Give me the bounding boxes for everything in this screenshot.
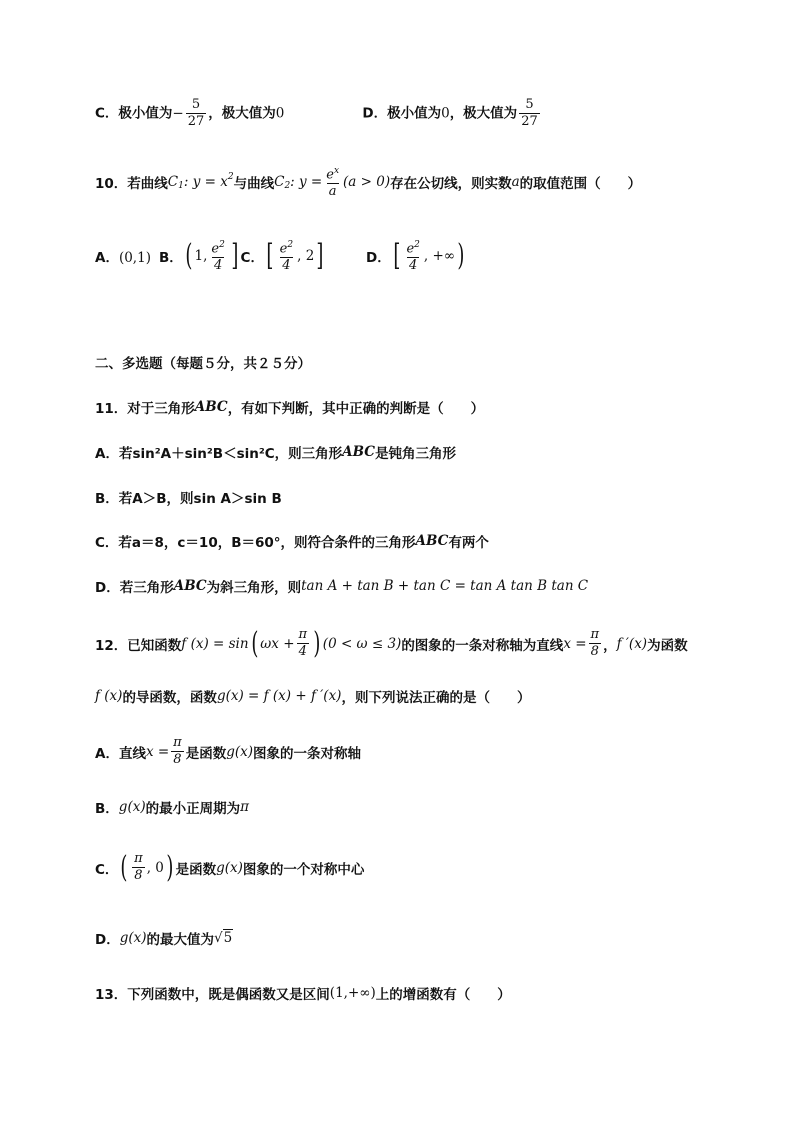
- q9-option-d: D．极小值为0，极大值为 $\frac{5}{27}$: [362, 97, 538, 129]
- q10-option-d: D． [ $\frac{e^2}{4}$ , +∞ ): [366, 237, 465, 274]
- section-title: 二、多选题（每题５分，共２５分）: [95, 356, 311, 372]
- q10-option-c: C． [ $\frac{e^2}{4}$ , 2 ]: [240, 237, 324, 274]
- q9-option-c: C．极小值为− $\frac{5}{27}$ ，极大值为0: [95, 97, 285, 129]
- q10-option-b: B． ( 1, $\frac{e^2}{4}$ ]: [158, 237, 239, 274]
- q10-stem: 10． 若曲线 C 1 : y = x $^2$ 与曲线 C 2 : y = $\frac{e^x}{a}$ (a > 0) 存在公切线，则实数 a 的取值范围（ ）: [95, 166, 642, 200]
- q12-option-a: A．直线 x = $\frac{\pi}{8}$ 是函数 g(x) 图象的一条对称轴: [95, 735, 362, 767]
- q12-option-b: B． g(x) 的最小正周期为 π: [95, 799, 249, 817]
- q12-stem-line1: 12． 已知函数 f (x) = sin ( ωx + $\frac{\pi}{4}$ ) (0 < ω ≤ 3) 的图象的一条对称轴为直线 x = $\frac{\pi}{8}$ ， f ′(x) 为函数: [95, 625, 688, 661]
- q12-stem-line2: f (x) 的导函数，函数 g(x) = f (x) + f ′(x) ，则下列说法正确的是（ ）: [95, 688, 531, 706]
- q12-option-c: C． ( $\frac{\pi}{8}$ , 0 ) 是函数 g(x) 图象的一个对称中心: [95, 849, 365, 885]
- q10-options-row: [95, 238, 467, 273]
- q9-options-row: [95, 98, 542, 129]
- q13-stem: 13．下列函数中，既是偶函数又是区间 (1,+∞) 上的增函数有（ ）: [95, 985, 511, 1003]
- q12-option-d: D． g(x) 的最大值为 √5: [95, 930, 233, 948]
- q10-option-a: A．(0,1): [95, 249, 151, 266]
- fraction: $\frac{5}{27}$: [521, 97, 538, 129]
- q11-option-d: D．若三角形 ABC 为斜三角形，则 tan A + tan B + tan C = tan A tan B tan C: [95, 578, 589, 596]
- q11-option-c: C．若 a＝8，c＝10，B＝60° ，则符合条件的三角形 ABC 有两个: [95, 533, 489, 551]
- fraction: $\frac{5}{27}$: [187, 97, 205, 129]
- q11-stem: 11．对于三角形 ABC ，有如下判断，其中正确的判断是（ ）: [95, 399, 485, 417]
- fraction: $\frac{e^x}{a}$: [326, 166, 340, 200]
- q11-option-a: A．若 sin²A＋sin²B＜sin²C ，则三角形 ABC 是钝角三角形: [95, 444, 457, 462]
- q11-option-b: B．若 A＞B ，则 sin A＞sin B: [95, 491, 282, 507]
